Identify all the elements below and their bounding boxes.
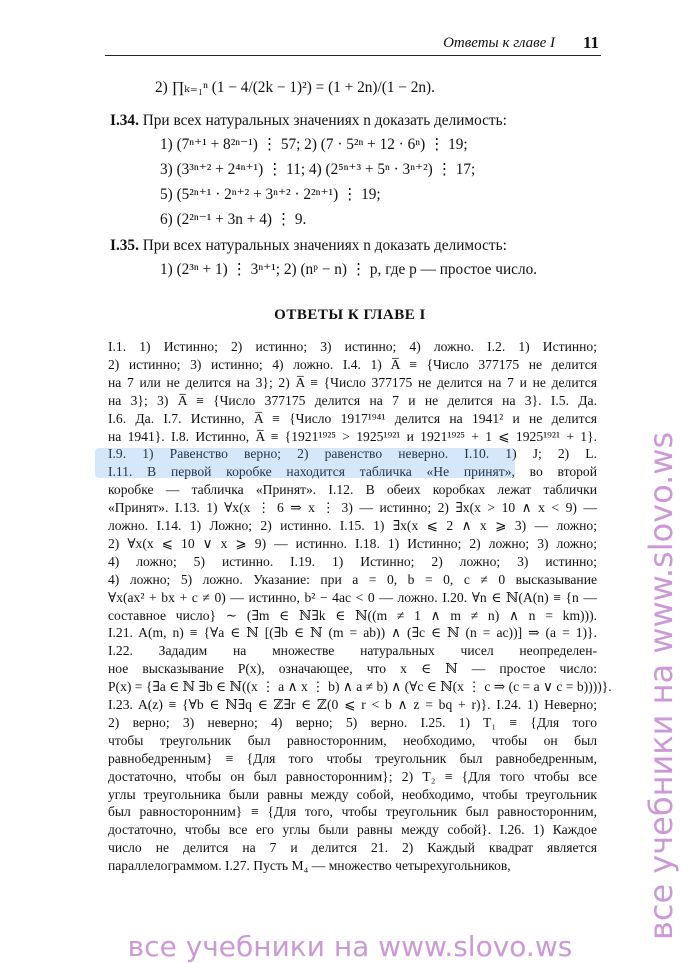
- problem-item: 5) (5²ⁿ⁺¹ · 2ⁿ⁺² + 3ⁿ⁺² · 2²ⁿ⁺¹) ⋮ 19;: [160, 186, 381, 203]
- answer-line: достаточно, чтобы он был равносторонним}; 2) T₂ ≡ {Для того чтобы все: [108, 768, 597, 784]
- answer-line: I.1. 1) Истинно; 2) истинно; 3) истинно; 4) ложно. I.2. 1) Истинно;: [108, 339, 597, 354]
- watermark-vertical-text: все учебники на www.slovo.ws: [642, 431, 680, 940]
- problem-text: При всех натуральных значениях n доказать делимость:: [142, 112, 507, 129]
- problem-item: 3) (3³ⁿ⁺² + 2⁴ⁿ⁺¹) ⋮ 11; 4) (2⁵ⁿ⁺³ + 5ⁿ · 3ⁿ⁺²) ⋮ 17;: [160, 161, 476, 178]
- answer-line: ∀x(ax² + bx + c ≠ 0) — истинно, b² − 4ac < 0 — ложно. I.20. ∀n ∈ ℕ(A(n) ≡ {n —: [108, 589, 597, 605]
- answer-line: на 3}; 3) A̅ ≡ {Число 377175 делится на 7 и не делится на 3}. I.5. Да.: [108, 392, 597, 408]
- section-title: ОТВЕТЫ К ГЛАВЕ I: [274, 307, 426, 323]
- answer-line: параллелограммом. I.27. Пусть M₄ — множество четырехугольников,: [108, 858, 511, 874]
- answer-line: ное высказывание P(x), означающее, что x ∈ ℕ — простое число:: [108, 661, 597, 677]
- answer-line: ложно. I.14. 1) Ложно; 2) истинно. I.15. 1) ∃x(x ⩽ 2 ∧ x ⩾ 3) — ложно;: [108, 518, 597, 533]
- problem-number: I.34.: [110, 112, 139, 129]
- problem-item: 1) (7ⁿ⁺¹ + 8²ⁿ⁻¹) ⋮ 57; 2) (7 · 5²ⁿ + 12 · 6ⁿ) ⋮ 19;: [160, 136, 468, 153]
- answer-line: I.11. В первой коробке находится табличка «Не принят», во второй: [108, 464, 597, 480]
- answer-line: I.9. 1) Равенство верно; 2) равенство неверно. I.10. 1) J; 2) L.: [108, 446, 597, 462]
- answer-line: 2) верно; 3) неверно; 4) верно; 5) верно. I.25. 1) T₁ ≡ {Для того: [108, 714, 597, 730]
- answer-line: углы треугольника были равны между собой, необходимо, чтобы треугольник: [108, 786, 597, 802]
- answer-line: P(x) = {∃a ∈ ℕ ∃b ∈ ℕ((x ⋮ a ∧ x ⋮ b) ∧ a ≠ b) ∧ (∀c ∈ ℕ(x ⋮ c ⇒ (c = a ∨ c = b))))}.: [108, 679, 612, 695]
- answer-line: чтобы треугольник был равносторонним, необходимо, чтобы он был: [108, 732, 597, 748]
- answer-line: 2) истинно; 3) истинно; 4) ложно. I.4. 1) A̅ ≡ {Число 377175 не делится: [108, 356, 597, 372]
- answer-line: достаточно, чтобы все его углы были равны между собой}. I.26. 1) Каждое: [108, 822, 597, 838]
- problem-item: 1) (2³ⁿ + 1) ⋮ 3ⁿ⁺¹; 2) (nᵖ − n) ⋮ p, где p — простое число.: [160, 261, 538, 278]
- problem-item: 6) (2²ⁿ⁻¹ + 3n + 4) ⋮ 9.: [160, 211, 307, 228]
- answer-line: коробке — табличка «Принят». I.12. В обеих коробках лежат таблички: [108, 482, 597, 498]
- answer-line: на 7 или не делится на 3}; 2) A̅ ≡ {Число 377175 не делится на 7 и не делится: [108, 374, 597, 390]
- running-header: [105, 33, 601, 56]
- answer-line: I.22. Зададим на множестве натуральных чисел неопределен-: [108, 643, 597, 659]
- header-title: Ответы к главе I: [443, 35, 555, 51]
- answer-line: I.6. Да. I.7. Истинно, A̅ ≡ {Число 1917¹⁹⁴¹ делится на 1941² и не делится: [108, 410, 597, 426]
- page-number: 11: [582, 33, 599, 52]
- problem-number: I.35.: [110, 237, 139, 254]
- answer-line: 4) ложно; 5) ложно. Указание: при a = 0, b = 0, c ≠ 0 высказывание: [108, 571, 597, 587]
- answer-line: составное число} ∼ (∃m ∈ ℕ∃k ∈ ℕ((m ≠ 1 ∧ m ≠ n) ∧ n = km))).: [108, 607, 597, 623]
- answer-line: был равносторонним} ≡ {Для того, чтобы треугольник был равносторонним,: [108, 804, 597, 820]
- answer-line: «Принят». I.13. 1) ∀x(x ⋮ 6 ⇒ x ⋮ 3) — истинно; 2) ∃x(x > 10 ∧ x < 9) —: [108, 500, 597, 516]
- problem-134: [110, 111, 507, 131]
- formula-product: 2) ∏ₖ₌₁ⁿ (1 − 4/(2k − 1)²) = (1 + 2n)/(1 − 2n).: [155, 79, 435, 96]
- problem-135: [110, 236, 507, 256]
- answer-line: I.23. A(z) ≡ {∀b ∈ ℕ∃q ∈ ℤ∃r ∈ ℤ(0 ⩽ r < b ∧ z = bq + r)}. I.24. 1) Неверно;: [108, 697, 597, 712]
- answer-line: на 1941}. I.8. Истинно, A̅ ≡ {1921¹⁹²⁵ > 1925¹⁹²¹ и 1921¹⁹²⁵ + 1 ⩽ 1925¹⁹²¹ + 1}.: [108, 428, 597, 444]
- answer-line: 2) ∀x(x ⩽ 10 ∨ x ⩾ 9) — истинно. I.18. 1) Истинно; 2) ложно; 3) ложно;: [108, 535, 597, 551]
- problem-text: При всех натуральных значениях n доказать делимость:: [142, 237, 507, 254]
- answer-line: I.21. A(m, n) ≡ {∀a ∈ ℕ [(∃b ∈ ℕ (m = ab)) ∧ (∃c ∈ ℕ (n = ac))] ⇒ (a = 1)}.: [108, 625, 597, 641]
- watermark-band: [95, 448, 515, 478]
- watermark-vertical: [620, 80, 700, 960]
- answer-line: 4) ложно; 5) истинно. I.19. 1) Истинно; 2) ложно; 3) истинно;: [108, 553, 597, 569]
- watermark-bottom: все учебники на www.slovo.ws: [127, 930, 573, 963]
- answer-line: число не делится на 7 и делится 21. 2) Каждый квадрат является: [108, 840, 597, 856]
- answer-line: равнобедренным} ≡ {Для того чтобы треугольник был равнобедренным,: [108, 750, 597, 766]
